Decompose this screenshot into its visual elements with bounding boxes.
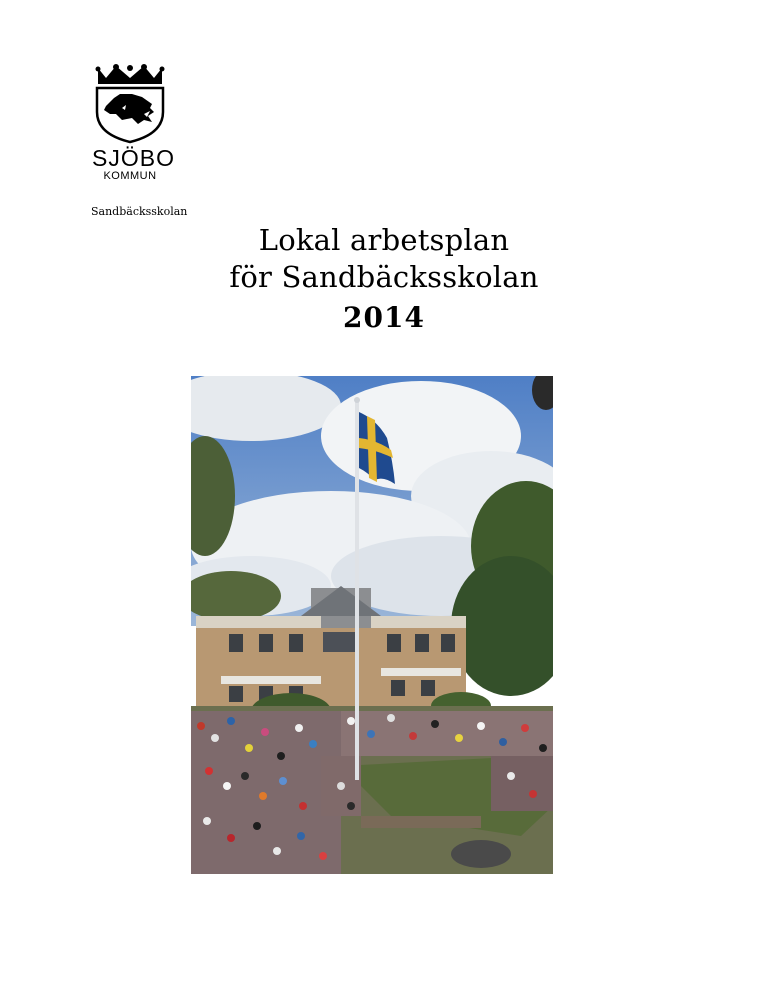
title-line2: för Sandbäcksskolan <box>229 260 539 294</box>
document-year: 2014 <box>343 301 425 334</box>
cover-photo <box>191 376 553 874</box>
title-line1: Lokal arbetsplan <box>258 223 510 257</box>
school-header-label: Sandbäcksskolan <box>91 205 188 218</box>
logo-name-line1: SJÖBO <box>92 145 175 171</box>
school-flag-ceremony-photo-icon <box>191 376 553 874</box>
coat-of-arms-icon <box>92 64 168 144</box>
logo-name-line2: KOMMUN <box>103 170 157 182</box>
document-title <box>0 222 768 296</box>
